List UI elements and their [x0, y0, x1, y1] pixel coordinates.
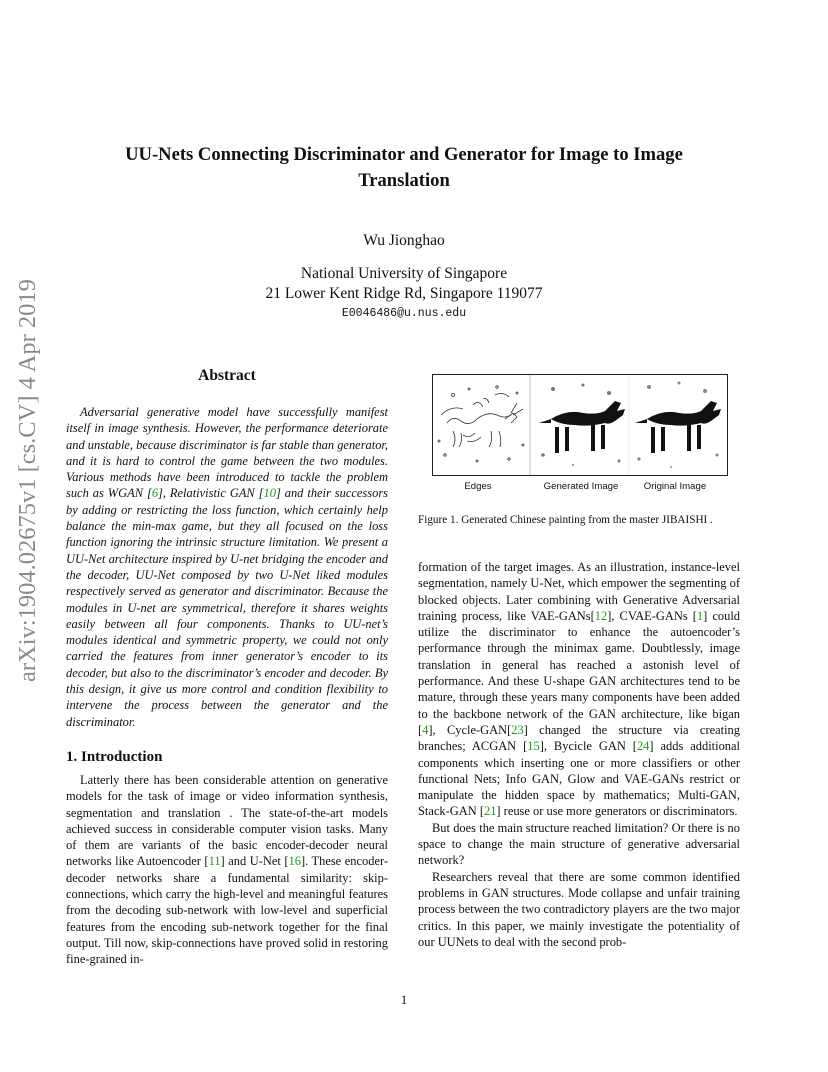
citation-link[interactable]: 10 [263, 486, 276, 501]
citation-link[interactable]: 6 [151, 486, 159, 501]
body-text: ], CVAE-GANs [ [607, 608, 697, 623]
body-text: ] and U-Net [ [220, 854, 289, 869]
body-paragraph [418, 559, 740, 820]
abstract-body [66, 404, 388, 730]
abstract-text: ], Relativistic GAN [ [158, 486, 264, 501]
figure-label-generated: Generated Image [543, 481, 619, 492]
paper-title [80, 142, 728, 194]
citation-link[interactable]: 12 [594, 608, 608, 623]
affiliation-line-1: National University of Singapore [300, 265, 508, 282]
section-heading-introduction: 1. Introduction [66, 749, 163, 765]
citation-link[interactable]: 24 [636, 739, 650, 754]
body-text: Latterly there has been considerable attention on generative models for the task of image or video information synthesis, segmentation and translation . The state-of-the-art models achieved success in considerable computer vision tasks. Many of them are variants of the basic encoder-decoder neural networks like Autoencoder [ [66, 773, 388, 869]
figure-illustration [433, 375, 727, 475]
citation-link[interactable]: 16 [288, 854, 301, 869]
edges-image [438, 375, 530, 475]
author-email[interactable]: E0046486@u.nus.edu [341, 307, 467, 320]
body-text: ], Bycicle GAN [ [539, 739, 637, 754]
body-paragraph: Researchers reveal that there are some common identified problems in GAN structures. Mode collapse and unfair training process between the two contradictory players are the two major critics. In this paper, we mainly investigate the potentiality of our UUNets to deal with the second prob- [418, 869, 740, 949]
body-paragraph: But does the main structure reached limitation? Or there is no space to change the main structure of generative adversarial network? [418, 820, 740, 868]
author-name: Wu Jionghao [363, 232, 445, 249]
original-image [635, 382, 721, 469]
title-line-1: UU-Nets Connecting Discriminator and Generator for Image to Image [125, 144, 683, 165]
citation-link[interactable]: 23 [511, 722, 524, 737]
arxiv-identifier: arXiv:1904.02675v1 [cs.CV] 4 Apr 2019 [14, 279, 41, 682]
page-number: 1 [400, 992, 408, 1007]
body-text: ] could utilize the discriminator to enhance the autoencoder’s performance through the minimax game. Doubtlessly, image translation in general has reached a astonish level of performance. And these U-shape GAN architectures tend to be mature, through these years many components have been added to the backbone network of the GAN architecture, like bigan [ [418, 608, 740, 737]
citation-link[interactable]: 11 [208, 854, 221, 869]
body-text: ] reuse or use more generators or discriminators. [496, 804, 738, 819]
body-text: ], Cycle-GAN[ [428, 722, 512, 737]
figure-caption: Figure 1. Generated Chinese painting from the master JIBAISHI . [418, 514, 713, 526]
body-text: ]. These encoder-decoder networks share a fundamental similarity: skip-connections, which carry the high-level and meaningful features from the decoding sub-network with low-level and superficial features from the encoding sub-network together for the final output. Till now, skip-connections have proved solid in restoring fine-grained in- [66, 854, 388, 967]
body-text: formation of the target images. As an illustration, instance-level segmentation, namely U-Net, which empower the segmenting of blocked objects. Later combining with Generative Adversarial training process, like VAE-GANs[ [418, 560, 740, 623]
affiliation-line-2: 21 Lower Kent Ridge Rd, Singapore 119077 [265, 285, 543, 302]
generated-image [539, 375, 629, 475]
figure-label-edges: Edges [464, 481, 492, 492]
title-line-2: Translation [358, 170, 450, 191]
abstract-text: Adversarial generative model have successfully manifest itself in image synthesis. However, the performance deteriorate and unstable, because discriminator is far stable than generator, and it is hard to control the game between the two modules. Various methods have been introduced to tackle the problem such as WGAN [ [66, 405, 388, 501]
body-text: ] changed the structure via creating branches; ACGAN [ [418, 722, 740, 754]
figure-image-panel [432, 374, 728, 476]
citation-link[interactable]: 4 [422, 722, 429, 737]
intro-paragraph [66, 772, 388, 968]
abstract-text: ] and their successors by adding or restricting the loss function, which certainly help balance the min-max game, but they all focused on the loss function ignoring the intrinsic structure limitation. We present a UU-Net architecture inspired by U-net bridging the encoder and the decoder, UU-Net composed by two U-Net liked modules respectively served as generator and discriminator. Because the modules in U-net are symmetrical, therefore it shares weights easily between all four components. Thanks to UU-net’s modules identical and symmetric property, we could not only carried the features from inner generator’s encoder to its decoder, but also to the discriminator’s encoder and decoder. By this design, it give us more control and condition flexibility to intervene the process between the generator and the discriminator. [66, 486, 389, 729]
citation-link[interactable]: 21 [483, 804, 497, 819]
body-text: ] adds additional components which inserting one or more classifiers or other functional Nets; Info GAN, Glow and VAE-GANs restrict or manipulate the hidden space by mathematics; Multi-GAN, Stack-GAN [ [418, 739, 741, 819]
figure-label-original: Original Image [643, 481, 707, 492]
citation-link[interactable]: 1 [696, 608, 704, 623]
abstract-heading: Abstract [198, 367, 256, 384]
right-column-text [418, 559, 740, 950]
citation-link[interactable]: 15 [527, 739, 540, 754]
